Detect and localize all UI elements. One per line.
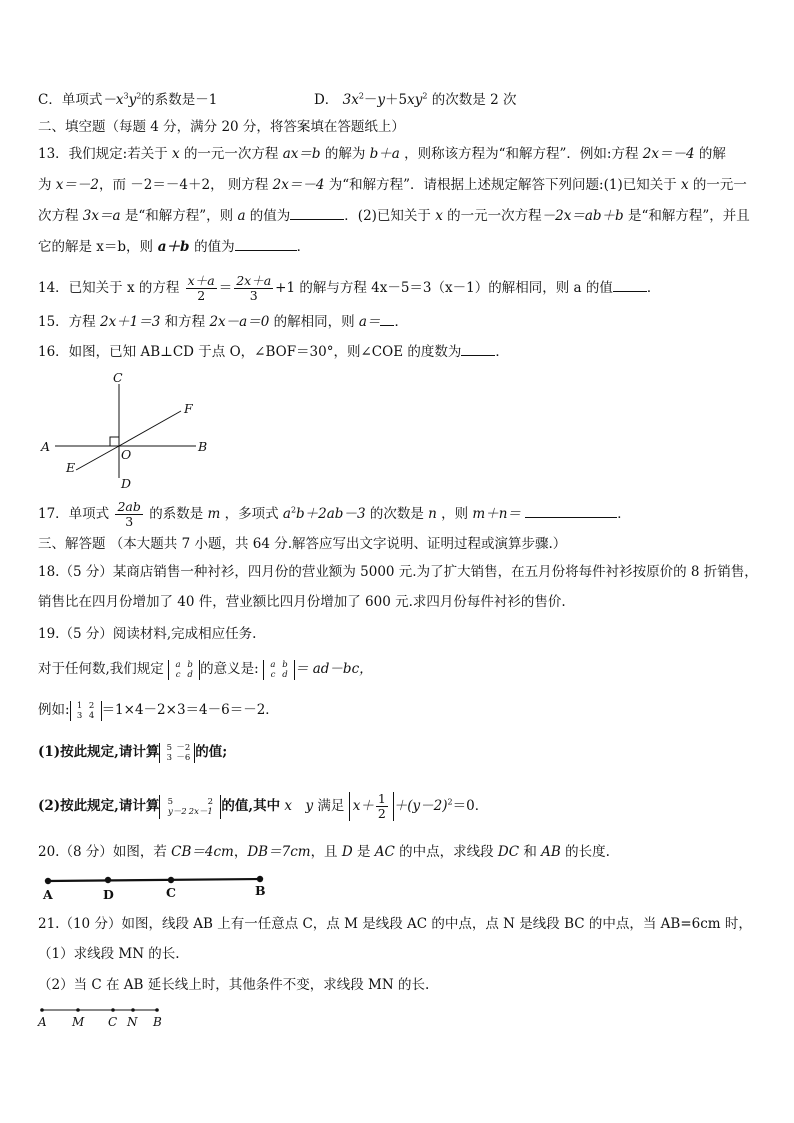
- question-13-line-1: 13．我们规定:若关于 x 的一元一次方程 ax＝b 的解为 b＋a ，则称该方程为“和解方程”．例如:方程 2x＝－4 的解: [38, 146, 726, 162]
- question-14: 14．已知关于 x 的方程 $\frac{x+a}{2}$ ＝ $\frac{2x+a}{3}$ +1 的解与方程 4x－5＝3（x－1）的解相同，则 a 的值 ．: [38, 273, 661, 303]
- label-n: N: [127, 1015, 138, 1029]
- point-c: [168, 877, 174, 883]
- point-b: [155, 1008, 159, 1012]
- question-21-line-1: 21.（10 分）如图，线段 AB 上有一任意点 C，点 M 是线段 AC 的中点，点 N 是线段 BC 的中点，当 AB=6cm 时，: [38, 916, 752, 932]
- figure-21-segment: [37, 1008, 162, 1029]
- point-d: [105, 877, 111, 883]
- question-19-part-1: (1)按此规定,请计算 5 －2 3 －6 的值;: [38, 742, 228, 763]
- label-c: C: [108, 1015, 118, 1029]
- answer-blank[interactable]: [380, 311, 394, 326]
- answer-blank[interactable]: [461, 341, 495, 356]
- question-13-line-3: 次方程 3x＝a 是“和解方程”，则 a 的值为 ．(2)已知关于 x 的一元一次方程－2x＝ab＋b 是“和解方程”，并且: [38, 205, 764, 226]
- determinant: 5 －2 3 －6: [159, 743, 195, 763]
- fraction: $\frac{2ab}{3}$: [117, 499, 141, 529]
- label-b: B: [255, 883, 266, 898]
- absolute-value: x＋ $\frac{1}{2}$: [349, 792, 394, 821]
- determinant: 1 2 3 4: [70, 701, 102, 721]
- section-fill-blank-heading: 二、填空题（每题 4 分，满分 20 分，将答案填在答题纸上）: [38, 119, 405, 135]
- answer-blank[interactable]: [525, 503, 617, 518]
- ray-oe: [76, 446, 119, 470]
- label-d: D: [103, 887, 114, 902]
- point-n: [131, 1008, 135, 1012]
- question-19-title: 19.（5 分）阅读材料,完成相应任务.: [38, 626, 257, 642]
- question-21-part-1: （1）求线段 MN 的长.: [38, 946, 180, 962]
- label-f: F: [184, 401, 193, 416]
- option-c: C．单项式$-x^3y^2$的系数是－1: [38, 91, 218, 108]
- question-15: 15．方程 2x＋1＝3 和方程 2x－a＝0 的解相同，则 a＝ ．: [38, 311, 764, 332]
- fraction: $\frac{1}{2}$: [377, 791, 386, 821]
- fraction: $\frac{x+a}{2}$: [187, 273, 215, 303]
- label-c: C: [166, 885, 176, 900]
- label-d: D: [121, 476, 132, 491]
- label-a: A: [41, 439, 51, 454]
- point-a: [45, 878, 51, 884]
- question-13-line-4: 它的解是 x＝b，则 a＋b 的值为 ．: [38, 236, 764, 257]
- question-19-example: 例如: 1 2 3 4 ＝1×4－2×3＝4－6＝－2．: [38, 700, 279, 721]
- question-16: 16．如图，已知 AB⊥CD 于点 O，∠BOF＝30°，则∠COE 的度数为 ．: [38, 341, 764, 362]
- label-a: A: [43, 887, 53, 902]
- option-d: D． $3x^2-y+5xy^2$ 的次数是 2 次: [313, 91, 517, 108]
- label-e: E: [66, 460, 76, 475]
- question-13-line-2: 为 x＝－2，而 －2＝－4＋2， 则方程 2x＝－4 为“和解方程”．请根据上述规定解答下列问题:(1)已知关于 x 的一元一: [38, 177, 747, 193]
- label-b: B: [198, 439, 208, 454]
- label-o: O: [121, 447, 132, 462]
- label-c: C: [113, 370, 123, 385]
- fraction: $\frac{2x+a}{3}$: [236, 273, 272, 303]
- point-a: [40, 1008, 44, 1012]
- question-21-part-2: （2）当 C 在 AB 延长线上时，其他条件不变，求线段 MN 的长.: [38, 977, 430, 993]
- point-b: [257, 876, 263, 882]
- answer-blank[interactable]: [235, 236, 297, 251]
- determinant: a b c d: [168, 660, 200, 680]
- point-m: [76, 1008, 80, 1012]
- question-19-part-2: (2)按此规定,请计算 5 2 y－2 2x－1 的值,其中 x y 满足 x＋ $\frac{1}{2}$ $+(y-2)^2=0$．: [38, 791, 489, 821]
- point-c: [111, 1008, 115, 1012]
- question-18-line-2: 销售比在四月份增加了 40 件，营业额比四月份增加了 600 元.求四月份每件衬衫的售价.: [38, 594, 566, 610]
- section-solve-heading: 三、解答题 （本大题共 7 小题，共 64 分.解答应写出文字说明、证明过程或演算步骤.）: [38, 536, 567, 552]
- label-a: A: [38, 1015, 47, 1029]
- determinant: 5 2 y－2 2x－1: [159, 795, 221, 819]
- question-19-definition: 对于任何数,我们规定 a b c d 的意义是: a b c d ＝ ad－bc，: [38, 659, 373, 680]
- question-20: 20.（8 分）如图，若 CB＝4cm，DB＝7cm，且 D 是 AC 的中点，求线段 DC 和 AB 的长度.: [38, 844, 610, 860]
- label-m: M: [72, 1015, 85, 1029]
- question-17: 17．单项式 $\frac{2ab}{3}$ 的系数是 m ，多项式 $a^2b+2ab-3$ 的次数是 n ，则 m＋n＝ ．: [38, 499, 631, 529]
- ray-of: [119, 411, 181, 446]
- determinant: a b c d: [263, 660, 295, 680]
- answer-blank[interactable]: [290, 205, 344, 220]
- figure-20-segment: [42, 876, 266, 902]
- right-angle-mark: [110, 437, 119, 446]
- label-b: B: [153, 1015, 162, 1029]
- question-18-line-1: 18.（5 分）某商店销售一种衬衫，四月份的营业额为 5000 元.为了扩大销售，在五月份将每件衬衫按原价的 8 折销售，: [38, 564, 758, 580]
- answer-blank[interactable]: [613, 277, 647, 292]
- question-12-options: [38, 86, 764, 110]
